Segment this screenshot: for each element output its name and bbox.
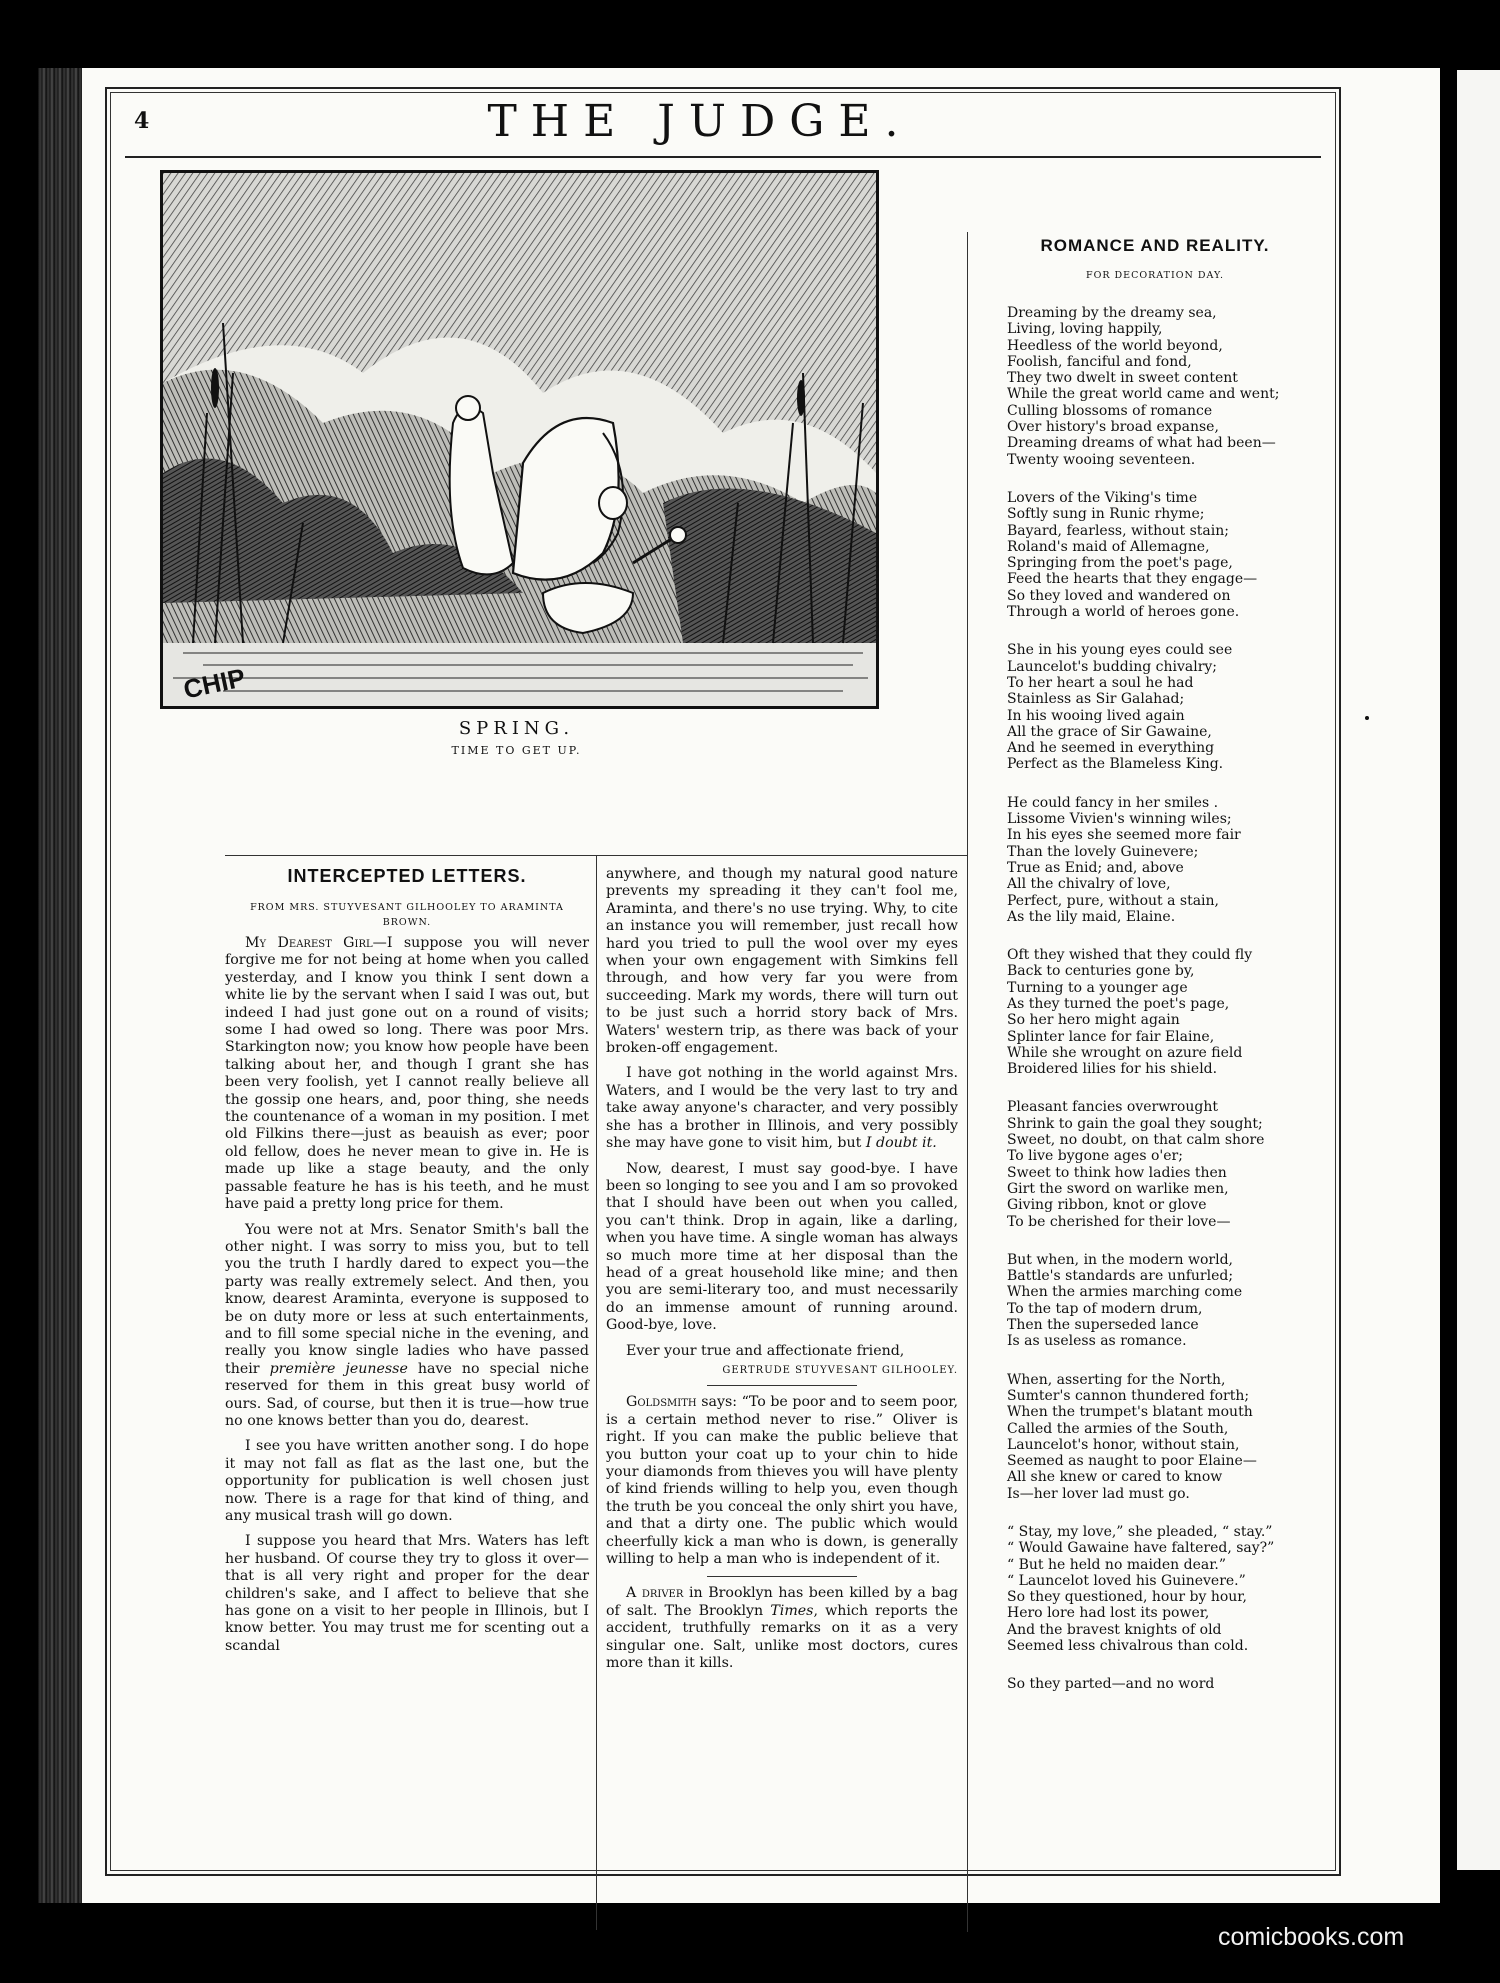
letter-paragraph: Now, dearest, I must say good-bye. I have been so longing to see you and I am so provoked that I should have been out when you called, you can't think. Drop in again, like a darling, when you have time. A single woman has always so much more time at her disposal than the head of a great household like mine; and then you are semi-literary too, and must necessarily do an immense amount of running around. Good-bye, love. xyxy=(606,1160,958,1334)
poem-line: He could fancy in her smiles . xyxy=(1007,794,1219,811)
poem-line: Culling blossoms of romance xyxy=(1007,402,1213,419)
poem-line: Is—her lover lad must go. xyxy=(1007,1485,1190,1502)
poem-line: And he seemed in everything xyxy=(1007,740,1215,757)
poem-line: As they turned the poet's page, xyxy=(1007,995,1230,1012)
poem-line: Perfect as the Blameless King. xyxy=(1007,756,1224,773)
poem-stanza xyxy=(1007,1252,1327,1350)
poem-line: As the lily maid, Elaine. xyxy=(1007,908,1176,925)
poem-line: Dreaming by the dreamy sea, xyxy=(1007,305,1217,321)
poem-line: Bayard, fearless, without stain; xyxy=(1007,522,1229,539)
poem-line: Shrink to gain the goal they sought; xyxy=(1007,1115,1263,1132)
poem-line: Oft they wished that they could fly xyxy=(1007,947,1253,964)
poem-title: ROMANCE AND REALITY. xyxy=(1040,236,1270,255)
poem-line: So they parted—and no word xyxy=(1007,1676,1215,1693)
poem-line: When the trumpet's blatant mouth xyxy=(1007,1404,1253,1421)
driver-paragraph: , which reports the accident, truthfully remarks on it as a very singular one. Salt, unlike most doctors, cures more than it kills. xyxy=(606,1602,958,1672)
section-rule xyxy=(225,855,967,856)
poem-stanza xyxy=(1007,947,1327,1077)
poem-line: Back to centuries gone by, xyxy=(1007,963,1195,980)
poem-stanza xyxy=(1007,490,1327,620)
letter-paragraph: You were not at Mrs. Senator Smith's ball the other night. I was sorry to miss you, but to tell you the truth I hardly dared to expect you—the party was really extremely select. And then, you know, dearest Araminta, everyone is supposed to be on duty more or less at such entertainments, and to fill some special niche in the evening, and really you know single ladies who have passed their xyxy=(225,1221,589,1377)
poem-stanza xyxy=(1007,1372,1327,1502)
poem-line: All she knew or cared to know xyxy=(1007,1469,1223,1486)
italic-phrase: première jeunesse xyxy=(269,1360,408,1377)
poem-line: While the great world came and went; xyxy=(1007,386,1280,403)
poem-stanza xyxy=(1007,305,1327,468)
poem-line: Splinter lance for fair Elaine, xyxy=(1007,1028,1215,1045)
item-lead: A driver xyxy=(626,1585,684,1602)
poem-line: “ Launcelot loved his Guinevere.” xyxy=(1007,1572,1246,1589)
poem-line: So they questioned, hour by hour, xyxy=(1007,1589,1247,1606)
poem-line: Launcelot's budding chivalry; xyxy=(1007,658,1218,675)
poem-line: Sweet, no doubt, on that calm shore xyxy=(1007,1132,1265,1149)
next-page-edge xyxy=(1457,70,1500,1870)
illustration-caption-subtitle: TIME TO GET UP. xyxy=(451,744,582,757)
poem-line: To the tap of modern drum, xyxy=(1007,1300,1203,1317)
poem-line: They two dwelt in sweet content xyxy=(1007,370,1238,387)
letter-paragraph: —I suppose you will never forgive me for not being at home when you called yesterday, and I know you think I sent down a white lie by the servant when I said I was out, but indeed I had just gone out on a round of visits; some I had owed so long. There was poor Mrs. Starkington now; you know how people have been talking about her, and though I grant she has been very foolish, yet I cannot really believe all the gossip one hears, and, poor thing, she needs the countenance of a woman in my position. I met old Filkins there—just as beauish as ever; poor old fellow, does he never mean to give in. He is made up like a stage beauty, and the only passable feature he has is his teeth, and he must have paid a pretty long price for them. xyxy=(225,935,589,1213)
poem-line: She in his young eyes could see xyxy=(1007,642,1233,659)
letter-signature: GERTRUDE STUYVESANT GILHOOLEY. xyxy=(722,1364,958,1376)
salutation: My Dearest Girl xyxy=(245,935,373,951)
poem-stanza xyxy=(1007,642,1327,772)
poem-line: Softly sung in Runic rhyme; xyxy=(1007,506,1205,523)
poem-line: Turning to a younger age xyxy=(1007,979,1188,996)
poem-line: Feed the hearts that they engage— xyxy=(1007,571,1258,588)
poem-line: True as Enid; and, above xyxy=(1007,859,1184,876)
column-rule-middle xyxy=(596,855,597,1930)
letter-paragraph: I see you have written another song. I do hope it may not fall as flat as the last one, but the opportunity for publication is well chosen just now. There is a rage for that kind of thing, and any musical trash will go down. xyxy=(225,1438,589,1524)
poem-line: But when, in the modern world, xyxy=(1007,1251,1234,1268)
scan-speck xyxy=(1365,716,1369,720)
poem-line: Dreaming dreams of what had been— xyxy=(1007,435,1276,452)
poem-line: Living, loving happily, xyxy=(1007,321,1163,338)
goldsmith-paragraph: says: “To be poor and to seem poor, is a certain method never to rise.” Oliver is right. If you can make the public believe that you button your coat up to your chin to hide your diamonds from thieves you will have plenty of kind friends willing to help you, even though the truth be you conceal the only shirt you have, and that a dirty one. The public which would cheerfully kick a man who is down, is generally willing to help a man who is independent of it. xyxy=(606,1394,958,1568)
poem-line: Lovers of the Viking's time xyxy=(1007,489,1198,506)
poem-line: Springing from the poet's page, xyxy=(1007,555,1233,572)
driver-paragraph: in Brooklyn has been killed by a bag of salt. The Brooklyn xyxy=(606,1585,958,1619)
book-binding-edge xyxy=(38,68,82,1903)
poem-stanza xyxy=(1007,1524,1327,1654)
letter-paragraph: I suppose you heard that Mrs. Waters has left her husband. Of course they try to gloss it over—that is all very right and proper for the dear children's sake, and I affect to believe that she has gone on a visit to her people in Illinois, but I know better. You may trust me for scenting out a scandal xyxy=(225,1533,589,1654)
poem-line: Roland's maid of Allemagne, xyxy=(1007,538,1210,555)
poem-line: “ Stay, my love,” she pleaded, “ stay.” xyxy=(1007,1524,1273,1540)
spring-illustration xyxy=(160,170,879,709)
intercepted-letters-subhead: FROM MRS. STUYVESANT GILHOOLEY TO ARAMINTA BROWN. xyxy=(250,902,564,928)
poem-stanza xyxy=(1007,1099,1327,1229)
poem-line: Lissome Vivien's winning wiles; xyxy=(1007,811,1232,828)
masthead-title: THE JUDGE. xyxy=(487,96,913,147)
letter-paragraph: anywhere, and though my natural good nature prevents my spreading it they can't fool me, Araminta, and there's no use trying. Why, to cite an instance you will remember, just recall how hard you tried to pull the wool over my eyes when your own engagement with Simkins fell through, and how very far you were from succeeding. Mark my words, there will turn out to be just such a horrid story back of Mrs. Waters' western trip, as there was back of your broken-off engagement. xyxy=(606,866,958,1057)
poem-line: Perfect, pure, without a stain, xyxy=(1007,892,1219,909)
letter-column-1 xyxy=(225,935,589,1663)
poem-line: All the chivalry of love, xyxy=(1007,876,1171,893)
poem-line: Than the lovely Guinevere; xyxy=(1007,843,1199,860)
poem-line: And the bravest knights of old xyxy=(1007,1621,1222,1638)
poem-line: All the grace of Sir Gawaine, xyxy=(1007,723,1212,740)
poem-line: Hero lore had lost its power, xyxy=(1007,1605,1210,1622)
poem-line: Heedless of the world beyond, xyxy=(1007,337,1223,354)
artist-signature: CHIP xyxy=(180,662,248,705)
watermark: comicbooks.com xyxy=(1218,1923,1405,1951)
poem-line: Called the armies of the South, xyxy=(1007,1420,1229,1437)
poem-line: Girt the sword on warlike men, xyxy=(1007,1180,1229,1197)
page-number: 4 xyxy=(134,108,150,134)
poem-line: Through a world of heroes gone. xyxy=(1007,604,1240,621)
poem-line: Seemed less chivalrous than cold. xyxy=(1007,1638,1249,1655)
poem-line: To her heart a soul he had xyxy=(1007,674,1194,691)
item-divider xyxy=(707,1385,857,1386)
item-lead: Goldsmith xyxy=(626,1394,697,1411)
poem-body xyxy=(1007,305,1327,1715)
poem-line: “ But he held no maiden dear.” xyxy=(1007,1556,1226,1573)
poem-line: Launcelot's honor, without stain, xyxy=(1007,1436,1240,1453)
poem-line: Sweet to think how ladies then xyxy=(1007,1164,1227,1181)
poem-line: Battle's standards are unfurled; xyxy=(1007,1268,1234,1285)
poem-line: While she wrought on azure field xyxy=(1007,1044,1243,1061)
item-divider xyxy=(707,1576,857,1577)
letter-closing: Ever your true and affectionate friend, xyxy=(626,1342,905,1359)
poem-line: Foolish, fanciful and fond, xyxy=(1007,353,1192,370)
letter-paragraph: have no special niche reserved for them in this great busy world of ours. Sad, of course, but then it is true—how true no one knows better than you do, dearest. xyxy=(225,1360,589,1429)
poem-line: To live bygone ages o'er; xyxy=(1007,1148,1183,1165)
poem-line: In his wooing lived again xyxy=(1007,707,1185,724)
illustration-caption-title: SPRING. xyxy=(458,718,575,739)
poem-stanza xyxy=(1007,1676,1327,1692)
poem-line: When, asserting for the North, xyxy=(1007,1371,1226,1388)
poem-line: When the armies marching come xyxy=(1007,1284,1243,1301)
poem-line: So her hero might again xyxy=(1007,1012,1180,1029)
poem-line: Pleasant fancies overwrought xyxy=(1007,1099,1218,1116)
poem-line: Sumter's cannon thundered forth; xyxy=(1007,1387,1250,1404)
poem-line: Stainless as Sir Galahad; xyxy=(1007,691,1185,708)
poem-line: So they loved and wandered on xyxy=(1007,587,1231,604)
header-rule xyxy=(125,156,1321,158)
poem-line: Seemed as naught to poor Elaine— xyxy=(1007,1453,1257,1470)
letter-column-2 xyxy=(606,866,958,1680)
poem-line: Twenty wooing seventeen. xyxy=(1007,451,1196,468)
poem-line: Then the superseded lance xyxy=(1007,1317,1199,1334)
column-rule-right xyxy=(967,232,968,1932)
poem-line: “ Would Gawaine have faltered, say?” xyxy=(1007,1540,1275,1557)
poem-stanza xyxy=(1007,795,1327,925)
poem-line: To be cherished for their love— xyxy=(1007,1213,1231,1230)
intercepted-letters-headline: INTERCEPTED LETTERS. xyxy=(287,866,527,886)
poem-subtitle: FOR DECORATION DAY. xyxy=(1085,270,1225,281)
italic-phrase: Times xyxy=(770,1602,814,1619)
poem-line: Broidered lilies for his shield. xyxy=(1007,1061,1218,1078)
italic-phrase: I doubt it. xyxy=(865,1135,937,1152)
poem-line: Giving ribbon, knot or glove xyxy=(1007,1197,1207,1214)
poem-line: In his eyes she seemed more fair xyxy=(1007,827,1241,844)
poem-line: Over history's broad expanse, xyxy=(1007,419,1219,436)
letter-paragraph: I have got nothing in the world against Mrs. Waters, and I would be the very last to try and take away anyone's character, and very possibly she has a brother in Illinois, and very possibly she may have gone to visit him, but xyxy=(606,1065,958,1152)
poem-line: Is as useless as romance. xyxy=(1007,1333,1187,1350)
